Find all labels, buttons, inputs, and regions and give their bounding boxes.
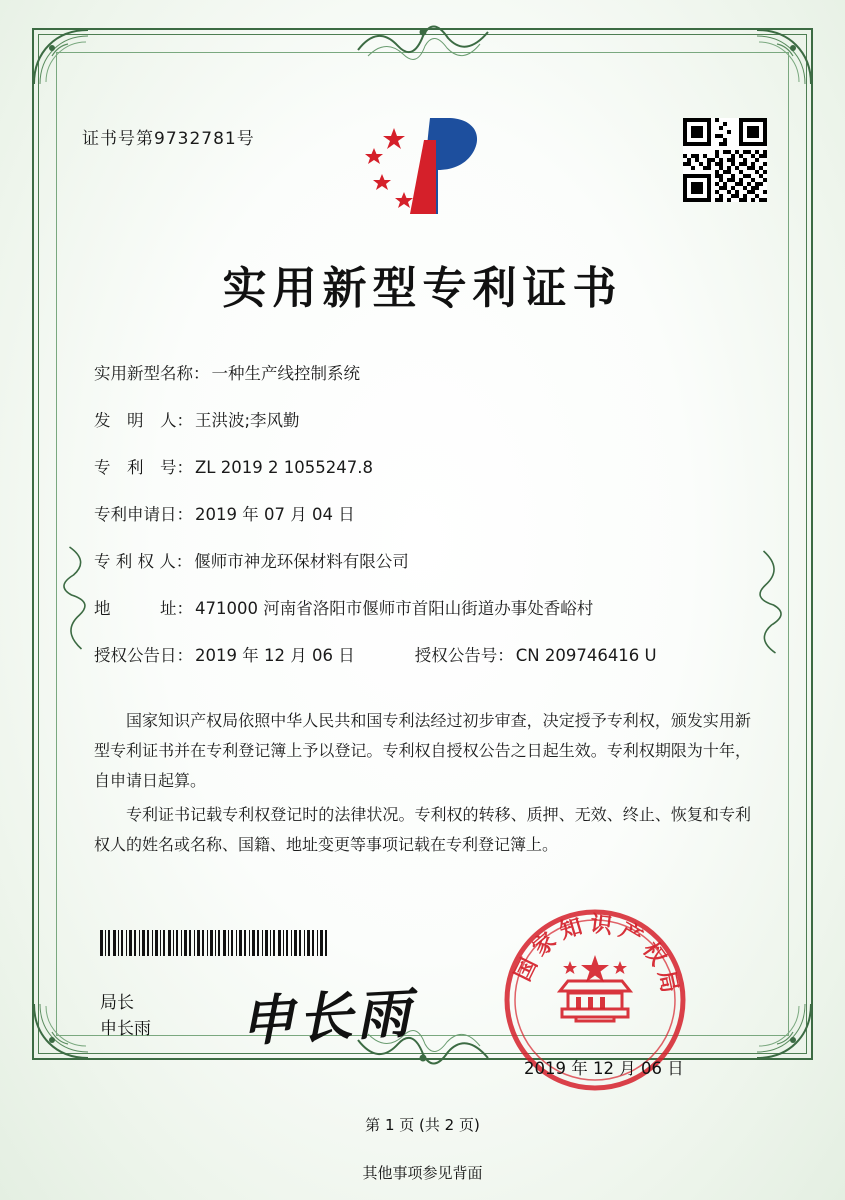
seal-date: 2019 年 12 月 06 日 (524, 1059, 684, 1078)
fields-block (94, 360, 751, 689)
field-row-patent-number (94, 454, 751, 478)
barcode-icon (100, 930, 328, 956)
field-value: 王洪波;李风勤 (195, 411, 300, 430)
top-edge-ornament-icon (348, 20, 498, 67)
grant-date-label: 授权公告日： (94, 646, 193, 665)
signer-title: 局长 (100, 993, 134, 1013)
field-label: 专 利 号： (94, 458, 193, 477)
page-number: 第 1 页 (共 2 页) (365, 1116, 480, 1134)
corner-ornament-icon (753, 26, 815, 88)
corner-ornament-icon (30, 26, 92, 88)
grant-number-value: CN 209746416 U (515, 646, 657, 665)
field-row-inventor (94, 407, 751, 431)
grant-date-value: 2019 年 12 月 06 日 (195, 646, 355, 665)
left-edge-ornament-icon (60, 545, 95, 655)
field-row-grant (94, 642, 751, 666)
signer-block (100, 990, 151, 1042)
field-value: ZL 2019 2 1055247.8 (195, 458, 373, 477)
corner-ornament-icon (753, 1000, 815, 1062)
legal-paragraph-1-text: 国家知识产权局依照中华人民共和国专利法经过初步审查，决定授予专利权，颁发实用新型专利证书并在专利登记簿上予以登记。专利权自授权公告之日起生效。专利权期限为十年，自申请日起算。 (94, 711, 751, 790)
field-label: 实用新型名称： (94, 364, 210, 383)
field-value: 偃师市神龙环保材料有限公司 (194, 552, 409, 571)
field-label: 专 利 权 人： (94, 552, 193, 571)
corner-ornament-icon (30, 1000, 92, 1062)
field-value: 471000 河南省洛阳市偃师市首阳山街道办事处香峪村 (195, 599, 594, 618)
field-value: 2019 年 07 月 04 日 (195, 505, 355, 524)
signer-name: 申长雨 (100, 1019, 151, 1039)
field-row-name (94, 360, 751, 384)
qr-code-icon (683, 118, 767, 202)
legal-paragraph-1 (94, 706, 751, 796)
field-label: 发 明 人： (94, 411, 193, 430)
svg-text:国家知识产权局: 国家知识产权局 (510, 911, 684, 1001)
field-row-patentee (94, 548, 751, 572)
field-value: 一种生产线控制系统 (211, 364, 360, 383)
field-row-address (94, 595, 751, 619)
field-label: 地 址： (94, 599, 193, 618)
right-edge-ornament-icon (751, 545, 786, 655)
cnipa-logo-icon (352, 110, 502, 222)
field-row-application-date (94, 501, 751, 525)
legal-paragraph-2-text: 专利证书记载专利权登记时的法律状况。专利权的转移、质押、无效、终止、恢复和专利权人的姓名或名称、国籍、地址变更等事项记载在专利登记簿上。 (94, 805, 751, 854)
certificate-number: 证书号第9732781号 (82, 129, 255, 149)
page-title: 实用新型专利证书 (222, 263, 623, 314)
field-label: 专利申请日： (94, 505, 193, 524)
handwritten-signature: 申长雨 (238, 980, 416, 1054)
footnote: 其他事项参见背面 (362, 1164, 483, 1182)
grant-number-label: 授权公告号： (414, 646, 514, 665)
legal-paragraph-2 (94, 800, 751, 860)
